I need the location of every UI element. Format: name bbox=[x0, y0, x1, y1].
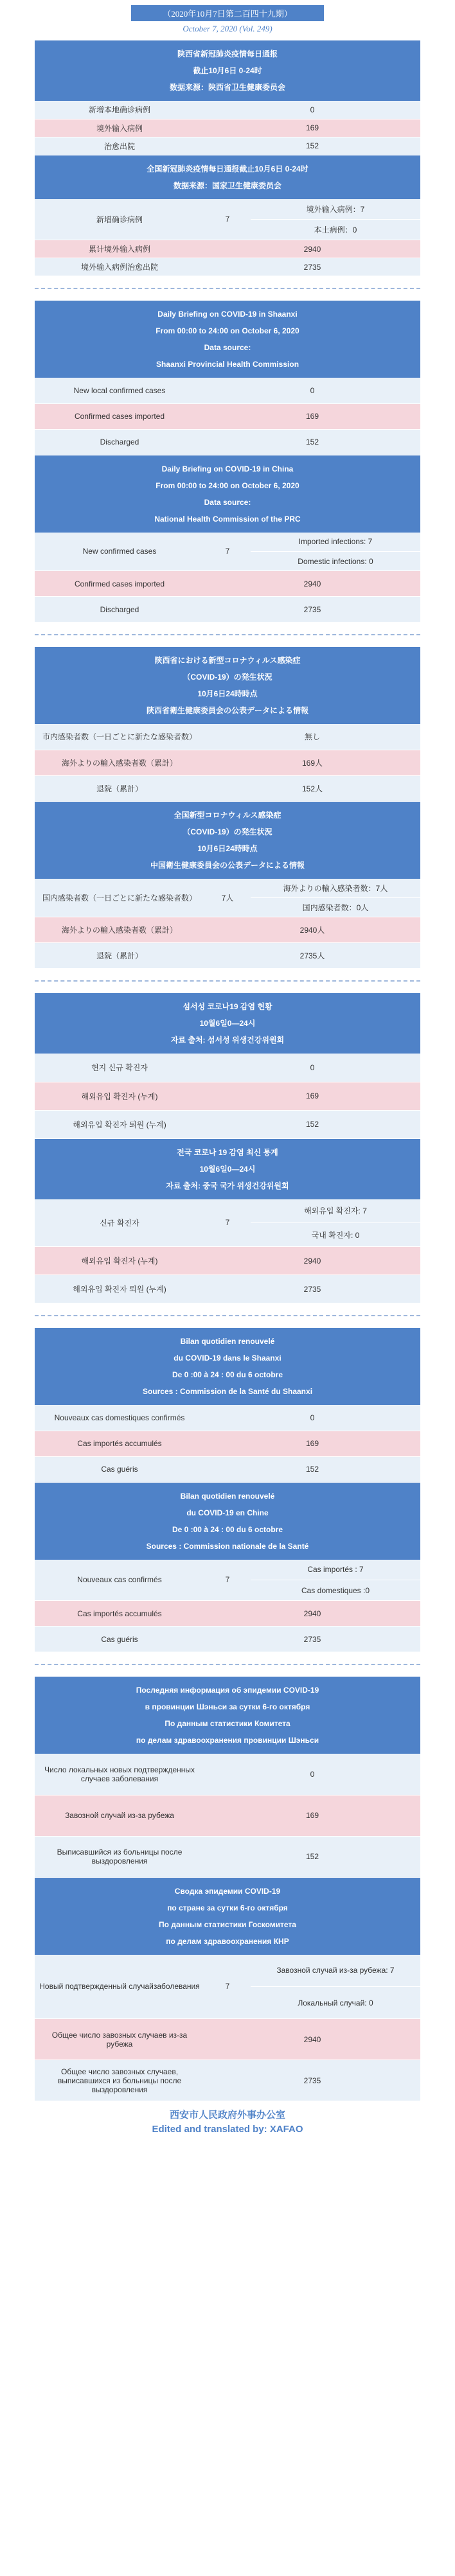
new-cases-sub-domestic: Cas domestiques :0 bbox=[251, 1580, 420, 1601]
row-value: 152 bbox=[204, 429, 420, 455]
row-value: 169 bbox=[204, 1795, 420, 1836]
header-line: Sources : Commission nationale de la Santé bbox=[146, 1541, 309, 1551]
row-value: 2940 bbox=[204, 240, 420, 258]
row-label: 海外よりの輸入感染者数（累計） bbox=[35, 917, 204, 943]
header-line: По данным статистики Комитета bbox=[165, 1719, 290, 1728]
header-line: （COVID-19）の発生状況 bbox=[183, 827, 272, 836]
row-label: Discharged bbox=[35, 597, 204, 622]
header-line: 10월6일0—24시 bbox=[199, 1019, 256, 1028]
header-line: По данным статистики Госкомитета bbox=[159, 1919, 296, 1929]
table-row bbox=[35, 1836, 420, 1877]
section-fr bbox=[35, 1328, 420, 1652]
table-row bbox=[35, 1275, 420, 1303]
header-line: Shaanxi Provincial Health Commission bbox=[156, 360, 299, 369]
section-divider bbox=[35, 1664, 420, 1665]
new-cases-sub-imported: 境外输入病例：7 bbox=[251, 199, 420, 220]
section-divider bbox=[35, 288, 420, 289]
section-ja bbox=[35, 647, 420, 969]
issue-subtitle: October 7, 2020 (Vol. 249) bbox=[183, 24, 272, 33]
table-row bbox=[35, 1405, 420, 1431]
table-row bbox=[35, 101, 420, 119]
header-line: Daily Briefing on COVID-19 in China bbox=[161, 464, 294, 473]
china-table bbox=[35, 879, 420, 969]
row-label: 해외유입 확진자 (누계) bbox=[35, 1082, 204, 1110]
row-value: 169 bbox=[204, 403, 420, 429]
row-label: Выписавшийся из больницы после выздоровления bbox=[35, 1836, 204, 1877]
row-label: Cas guéris bbox=[35, 1627, 204, 1652]
new-cases-label: New confirmed cases bbox=[35, 533, 204, 571]
row-label: Завозной случай из-за рубежа bbox=[35, 1795, 204, 1836]
row-value: 0 bbox=[204, 1405, 420, 1431]
china-table bbox=[35, 1955, 420, 2102]
row-label: Cas importés accumulés bbox=[35, 1601, 204, 1627]
new-cases-value: 7 bbox=[204, 1955, 251, 2019]
table-row bbox=[35, 1247, 420, 1275]
footer-credit: Edited and translated by: XAFAO bbox=[152, 2124, 303, 2135]
new-cases-sub-imported: 해외유입 확진자: 7 bbox=[251, 1199, 420, 1223]
new-cases-sub-imported: Завозной случай из-за рубежа: 7 bbox=[251, 1955, 420, 1987]
row-label: 市内感染者数（一日ごとに新たな感染者数） bbox=[35, 724, 204, 750]
header-line: 전국 코로나 19 감염 최신 통계 bbox=[177, 1147, 278, 1157]
table-row bbox=[35, 724, 420, 750]
footer-org: 西安市人民政府外事办公室 bbox=[169, 2110, 285, 2121]
table-row bbox=[35, 1560, 420, 1580]
header-line: De 0 :00 à 24 : 00 du 6 octobre bbox=[172, 1524, 283, 1534]
row-value: 2735 bbox=[204, 2060, 420, 2101]
table-row bbox=[35, 1601, 420, 1627]
china-table bbox=[35, 1560, 420, 1653]
row-value: 152 bbox=[204, 1836, 420, 1877]
header-line: по стране за сутки 6-го октября bbox=[167, 1903, 288, 1912]
table-row bbox=[35, 1110, 420, 1138]
row-value: 2735 bbox=[204, 1627, 420, 1652]
table-row bbox=[35, 879, 420, 898]
table-row bbox=[35, 750, 420, 775]
header-line: 섬서성 코로나19 감염 현황 bbox=[183, 1002, 272, 1011]
table-row bbox=[35, 1795, 420, 1836]
table-row bbox=[35, 378, 420, 403]
header-line: 陝西省衛生健康委員会の公表データによる情報 bbox=[146, 706, 308, 715]
row-value: 2940 bbox=[204, 2019, 420, 2060]
header-line: du COVID-19 en Chine bbox=[186, 1508, 269, 1517]
new-cases-sub-domestic: 本土病例：0 bbox=[251, 220, 420, 240]
row-value: 0 bbox=[204, 378, 420, 403]
china-header bbox=[35, 1878, 420, 1955]
new-cases-sub-domestic: 국내 확진자: 0 bbox=[251, 1223, 420, 1247]
row-value: 169人 bbox=[204, 750, 420, 775]
shaanxi-header bbox=[35, 647, 420, 724]
china-header bbox=[35, 802, 420, 879]
header-line: du COVID-19 dans le Shaanxi bbox=[174, 1354, 281, 1363]
row-value: 169 bbox=[204, 1082, 420, 1110]
header-line: 陕西省新冠肺炎疫情每日通报 bbox=[177, 49, 278, 58]
row-label: 해외유입 확진자 (누계) bbox=[35, 1247, 204, 1275]
new-cases-sub-domestic: Локальный случай: 0 bbox=[251, 1987, 420, 2019]
new-cases-value: 7 bbox=[204, 533, 251, 571]
table-row bbox=[35, 137, 420, 155]
header-line: Daily Briefing on COVID-19 in Shaanxi bbox=[157, 310, 298, 319]
section-divider bbox=[35, 634, 420, 635]
issue-banner: （2020年10月7日第二百四十九期） bbox=[131, 5, 324, 21]
new-cases-sub-domestic: 国内感染者数：0人 bbox=[251, 898, 420, 917]
new-cases-label: 新增确诊病例 bbox=[35, 199, 204, 240]
row-value: 0 bbox=[204, 101, 420, 119]
row-label: Confirmed cases imported bbox=[35, 403, 204, 429]
section-ko bbox=[35, 993, 420, 1303]
section-divider bbox=[35, 1315, 420, 1316]
shaanxi-table bbox=[35, 378, 420, 455]
row-value: 2940 bbox=[204, 1601, 420, 1627]
table-row bbox=[35, 1627, 420, 1652]
new-cases-value: 7 bbox=[204, 1199, 251, 1247]
header-line: 全国新型コロナウィルス感染症 bbox=[174, 810, 281, 820]
header-line: 中国衛生健康委員会の公表データによる情報 bbox=[150, 860, 305, 870]
shaanxi-header bbox=[35, 993, 420, 1054]
row-label: 治愈出院 bbox=[35, 137, 204, 155]
new-cases-sub-imported: Cas importés : 7 bbox=[251, 1560, 420, 1580]
shaanxi-header bbox=[35, 40, 420, 101]
new-cases-label: Nouveaux cas confirmés bbox=[35, 1560, 204, 1601]
table-row bbox=[35, 1199, 420, 1223]
row-value: 0 bbox=[204, 1754, 420, 1795]
china-header bbox=[35, 155, 420, 199]
row-label: 海外よりの輸入感染者数（累計） bbox=[35, 750, 204, 775]
section-zh bbox=[35, 40, 420, 276]
header-line: Data source: bbox=[204, 343, 251, 352]
new-cases-sub-imported: 海外よりの輸入感染者数：7人 bbox=[251, 879, 420, 898]
table-row bbox=[35, 775, 420, 801]
section-ru bbox=[35, 1677, 420, 2101]
section-en bbox=[35, 301, 420, 622]
row-label: Confirmed cases imported bbox=[35, 571, 204, 597]
china-header bbox=[35, 1139, 420, 1199]
row-value: 0 bbox=[204, 1054, 420, 1082]
shaanxi-table bbox=[35, 1054, 420, 1139]
row-label: Общее число завозных случаев из-за рубежа bbox=[35, 2019, 204, 2060]
row-value: 無し bbox=[204, 724, 420, 750]
row-label: Число локальных новых подтвержденных случаев заболевания bbox=[35, 1754, 204, 1795]
header-line: в провинции Шэньси за сутки 6-го октября bbox=[145, 1702, 310, 1711]
new-cases-value: 7 bbox=[204, 1560, 251, 1601]
new-cases-sub-domestic: Domestic infections: 0 bbox=[251, 552, 420, 571]
row-label: 新增本地确诊病例 bbox=[35, 101, 204, 119]
table-row bbox=[35, 917, 420, 943]
header-line: Bilan quotidien renouvelé bbox=[180, 1491, 275, 1501]
header-line: 数据来源：陕西省卫生健康委员会 bbox=[169, 83, 285, 92]
table-row bbox=[35, 258, 420, 276]
shaanxi-header bbox=[35, 1328, 420, 1405]
table-row bbox=[35, 119, 420, 137]
row-value: 2735 bbox=[204, 597, 420, 622]
row-value: 2940人 bbox=[204, 917, 420, 943]
china-table bbox=[35, 1199, 420, 1304]
header-line: Сводка эпидемии COVID-19 bbox=[174, 1886, 281, 1896]
row-label: Nouveaux cas domestiques confirmés bbox=[35, 1405, 204, 1431]
row-value: 169 bbox=[204, 1431, 420, 1456]
row-label: New local confirmed cases bbox=[35, 378, 204, 403]
table-row bbox=[35, 571, 420, 597]
row-value: 152 bbox=[204, 137, 420, 155]
row-label: 退院（累計） bbox=[35, 943, 204, 969]
new-cases-value: 7 bbox=[204, 199, 251, 240]
table-row bbox=[35, 1456, 420, 1482]
shaanxi-table bbox=[35, 101, 420, 155]
header-line: по делам здравоохранения КНР bbox=[166, 1936, 289, 1946]
header-line: Sources : Commission de la Santé du Shaanxi bbox=[142, 1387, 313, 1396]
new-cases-value: 7人 bbox=[204, 879, 251, 917]
shaanxi-header bbox=[35, 1677, 420, 1754]
china-table bbox=[35, 199, 420, 277]
header-line: Последняя информация об эпидемии COVID-19 bbox=[136, 1686, 319, 1695]
table-row bbox=[35, 240, 420, 258]
row-label: Discharged bbox=[35, 429, 204, 455]
header-line: From 00:00 to 24:00 on October 6, 2020 bbox=[156, 481, 299, 490]
row-value: 152 bbox=[204, 1110, 420, 1138]
header-line: 陝西省における新型コロナウィルス感染症 bbox=[154, 656, 301, 665]
row-value: 2940 bbox=[204, 1247, 420, 1275]
table-row bbox=[35, 2060, 420, 2101]
row-label: 해외유입 확진자 퇴원 (누계) bbox=[35, 1275, 204, 1303]
row-label: 현지 신규 확진자 bbox=[35, 1054, 204, 1082]
table-row bbox=[35, 1431, 420, 1456]
table-row bbox=[35, 1955, 420, 1987]
section-divider bbox=[35, 980, 420, 982]
table-row bbox=[35, 2019, 420, 2060]
header-line: From 00:00 to 24:00 on October 6, 2020 bbox=[156, 326, 299, 335]
row-value: 2735人 bbox=[204, 943, 420, 969]
row-value: 152人 bbox=[204, 775, 420, 801]
header-line: Data source: bbox=[204, 497, 251, 507]
table-row bbox=[35, 1754, 420, 1795]
table-row bbox=[35, 429, 420, 455]
new-cases-label: 신규 확진자 bbox=[35, 1199, 204, 1247]
header-line: 10月6日24時時点 bbox=[197, 689, 258, 698]
row-value: 169 bbox=[204, 119, 420, 137]
header-line: по делам здравоохранения провинции Шэньси bbox=[136, 1736, 319, 1745]
shaanxi-table bbox=[35, 1405, 420, 1483]
table-row bbox=[35, 1054, 420, 1082]
header-line: 자료 출처: 섬서성 위생건강위원회 bbox=[170, 1036, 285, 1045]
row-label: 境外输入病例 bbox=[35, 119, 204, 137]
table-row bbox=[35, 533, 420, 552]
table-row bbox=[35, 943, 420, 969]
header-line: 10月6日24時時点 bbox=[197, 843, 258, 853]
header-line: 数据来源：国家卫生健康委员会 bbox=[173, 181, 281, 190]
header-line: 10월6일0—24시 bbox=[199, 1164, 256, 1174]
row-value: 2940 bbox=[204, 571, 420, 597]
header-line: De 0 :00 à 24 : 00 du 6 octobre bbox=[172, 1370, 283, 1379]
table-row bbox=[35, 199, 420, 220]
new-cases-label: Новый подтвержденный случайзаболевания bbox=[35, 1955, 204, 2019]
table-row bbox=[35, 597, 420, 622]
row-label: Cas importés accumulés bbox=[35, 1431, 204, 1456]
header-line: 截止10月6日 0-24时 bbox=[193, 66, 262, 75]
header-line: National Health Commission of the PRC bbox=[154, 514, 301, 524]
header-line: 全国新冠肺炎疫情每日通报截止10月6日 0-24时 bbox=[147, 164, 308, 173]
row-label: Общее число завозных случаев, выписавшихся из больницы после выздоровления bbox=[35, 2060, 204, 2101]
new-cases-sub-imported: Imported infections: 7 bbox=[251, 533, 420, 552]
row-label: 退院（累計） bbox=[35, 775, 204, 801]
row-value: 2735 bbox=[204, 1275, 420, 1303]
row-label: 境外输入病例治愈出院 bbox=[35, 258, 204, 276]
china-header bbox=[35, 1483, 420, 1560]
table-row bbox=[35, 1082, 420, 1110]
row-label: 累计境外输入病例 bbox=[35, 240, 204, 258]
china-header bbox=[35, 455, 420, 533]
shaanxi-header bbox=[35, 301, 420, 378]
row-value: 2735 bbox=[204, 258, 420, 276]
new-cases-label: 国内感染者数（一日ごとに新たな感染者数） bbox=[35, 879, 204, 917]
header-line: Bilan quotidien renouvelé bbox=[180, 1337, 275, 1346]
header-line: （COVID-19）の発生状況 bbox=[183, 673, 272, 682]
shaanxi-table bbox=[35, 1754, 420, 1878]
row-label: Cas guéris bbox=[35, 1456, 204, 1482]
table-row bbox=[35, 403, 420, 429]
row-value: 152 bbox=[204, 1456, 420, 1482]
shaanxi-table bbox=[35, 724, 420, 802]
china-table bbox=[35, 533, 420, 623]
row-label: 해외유입 확진자 퇴원 (누계) bbox=[35, 1110, 204, 1138]
header-line: 자료 출처: 중국 국가 위생건강위원회 bbox=[166, 1181, 289, 1190]
